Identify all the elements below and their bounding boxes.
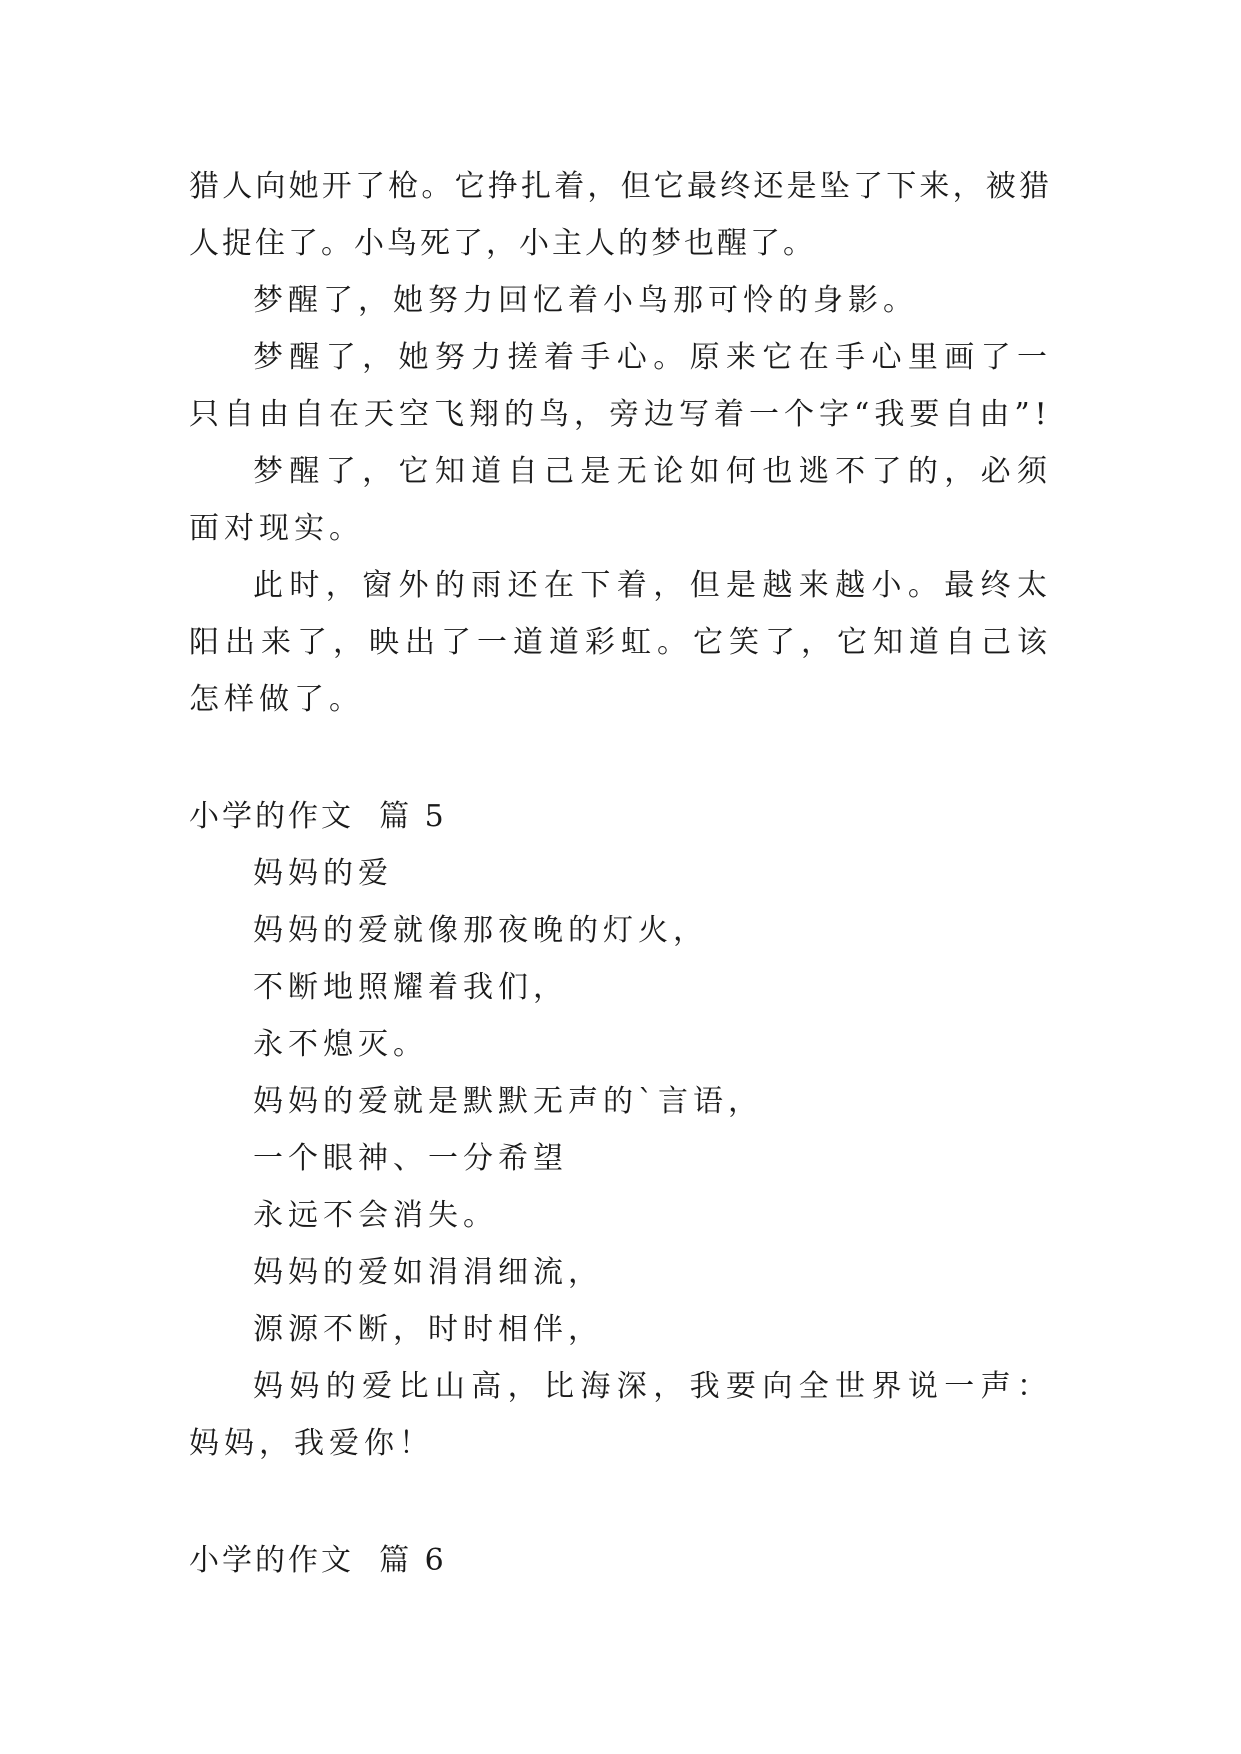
continued-paragraph: 猎人向她开了枪。它挣扎着，但它最终还是坠了下来，被猎人捉住了。小鸟死了，小主人的梦也醒了。 — [189, 169, 1052, 261]
section-spacer — [189, 1472, 1052, 1532]
poem-line: 源源不断，时时相伴， — [253, 1312, 603, 1347]
poem-line: 永不熄灭。 — [253, 1027, 428, 1062]
poem-line: 妈妈的爱 — [253, 856, 393, 891]
poem-line: 妈妈的爱如涓涓细流， — [253, 1255, 603, 1290]
section-heading: 小学的作文 篇 5 — [189, 799, 447, 834]
poem-line: 妈妈的爱就是默默无声的`言语， — [253, 1084, 763, 1119]
poem-line: 一个眼神、一分希望 — [253, 1141, 568, 1176]
poem-line: 永远不会消失。 — [253, 1198, 498, 1233]
document-page — [189, 158, 1052, 1589]
section-spacer — [189, 728, 1052, 788]
poem-line: 妈妈的爱比山高，比海深，我要向全世界说一声：妈妈，我爱你！ — [189, 1369, 1052, 1461]
body-paragraph: 此时，窗外的雨还在下着，但是越来越小。最终太阳出来了，映出了一道道彩虹。它笑了，它知道自己该怎样做了。 — [189, 568, 1052, 717]
poem-line: 不断地照耀着我们， — [253, 970, 568, 1005]
body-paragraph: 梦醒了，她努力回忆着小鸟那可怜的身影。 — [253, 283, 918, 318]
section-heading: 小学的作文 篇 6 — [189, 1543, 447, 1578]
body-paragraph: 梦醒了，她努力搓着手心。原来它在手心里画了一只自由自在天空飞翔的鸟，旁边写着一个字“我要自由”! — [189, 340, 1052, 432]
body-paragraph: 梦醒了，它知道自己是无论如何也逃不了的，必须面对现实。 — [189, 454, 1052, 546]
poem-line: 妈妈的爱就像那夜晚的灯火， — [253, 913, 708, 948]
